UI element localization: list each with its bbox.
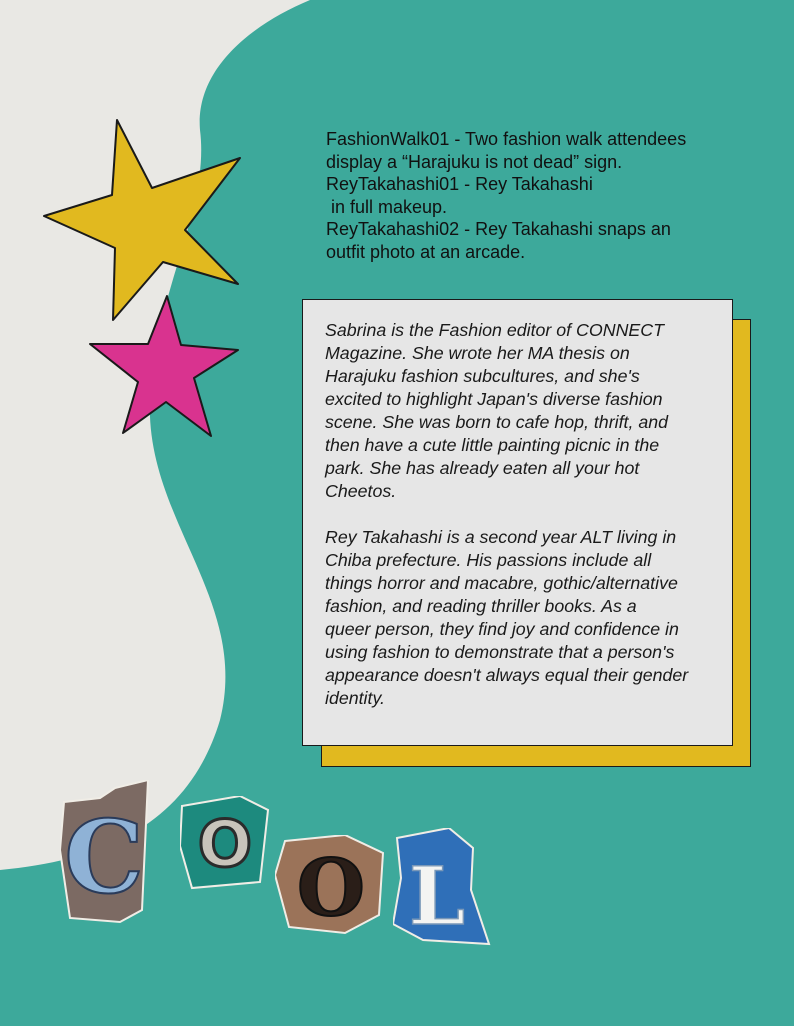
caption-line: in full makeup. (326, 196, 448, 217)
cutout-letter-c (60, 780, 150, 925)
caption-line: ReyTakahashi01 - Rey Takahashi (326, 174, 593, 194)
cutout-letter-text: C (64, 798, 144, 916)
cutout-letter-text: O (297, 843, 365, 934)
cutout-letter-text: O (197, 808, 253, 882)
bio-rey-takahashi: Rey Takahashi is a second year ALT living in Chiba prefecture. His passions include all things horror and macabre, gothic/alternative fashion, and reading thriller books. As a queer person, they find joy and confidence in using fashion to demonstrate that a person's appearance doesn't always equal their gender identity. (325, 527, 689, 708)
contributor-bio-box (302, 299, 733, 746)
cutout-letter-o-2 (275, 835, 385, 935)
photo-captions (326, 128, 766, 263)
caption-line: FashionWalk01 - Two fashion walk attendees (326, 129, 687, 149)
cutout-letter-l (393, 828, 493, 948)
cutout-letter-text: L (408, 849, 466, 943)
cutout-letter-o-1 (180, 796, 270, 891)
caption-line: outfit photo at an arcade. (326, 241, 526, 262)
caption-line: display a “Harajuku is not dead” sign. (326, 151, 623, 172)
caption-line: ReyTakahashi02 - Rey Takahashi snaps an (326, 219, 671, 239)
bio-sabrina: Sabrina is the Fashion editor of CONNECT Magazine. She wrote her MA thesis on Harajuku fashion subcultures, and she's excited to highlight Japan's diverse fashion scene. She was born to cafe hop, thrift, and then have a cute little painting picnic in the park. She has already eaten all your hot Cheetos. (325, 320, 668, 501)
